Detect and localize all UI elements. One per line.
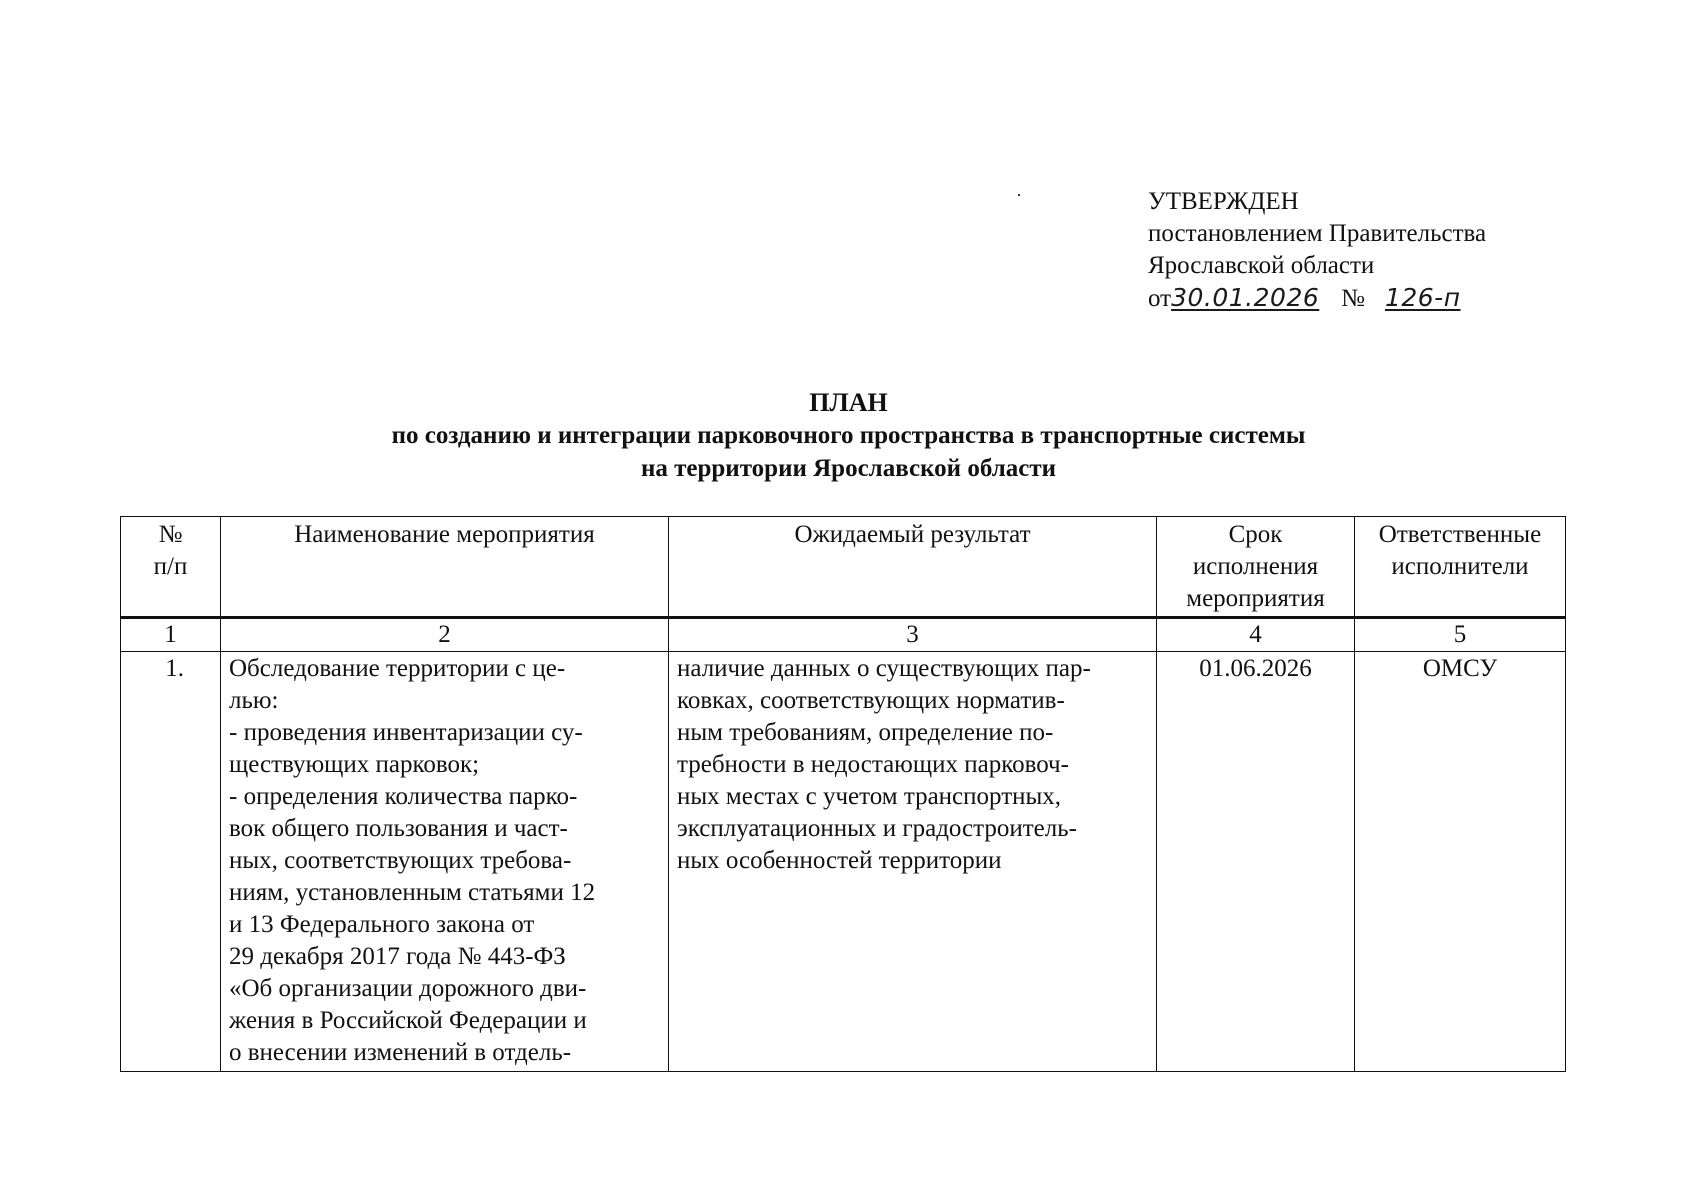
document-title (0, 386, 1697, 485)
column-number: 2 (221, 619, 669, 652)
row-responsible: ОМСУ (1355, 652, 1566, 1072)
title-subtitle-1: по созданию и интеграции парковочного пространства в транспортные системы (391, 422, 1306, 449)
approval-heading: УТВЕРЖДЕН (1148, 188, 1299, 215)
row-deadline: 01.06.2026 (1157, 652, 1355, 1072)
approval-date-line (1148, 282, 1568, 315)
scan-speck (1018, 194, 1020, 196)
header-number: № п/п (121, 517, 221, 618)
table-row (121, 652, 1566, 1072)
handwritten-number: 126-п (1384, 283, 1461, 312)
header-expected-result: Ожидаемый результат (669, 517, 1157, 618)
column-number: 4 (1157, 619, 1355, 652)
approval-line-1: постановлением Правительства (1148, 220, 1487, 247)
row-activity-name: Обследование территории с це- лью: - проведения инвентаризации су- ществующих парковок; - определения количества парко- вок общего пользования и част- ных, соответствующих требова- ниям, установленным статьями 12 и 13 Федерального закона от 29 декабря 2017 года № 443-ФЗ «Об организации дорожного дви- жения в Российской Федерации и о внесении изменений в отдель- (221, 652, 669, 1072)
column-number: 3 (669, 619, 1157, 652)
handwritten-date: 30.01.2026 (1171, 283, 1320, 312)
column-number-row (121, 619, 1566, 652)
approval-line-2: Ярославской области (1148, 252, 1375, 279)
number-prefix: № (1341, 285, 1365, 312)
column-number: 1 (121, 619, 221, 652)
row-number: 1. (121, 652, 221, 1072)
header-row (121, 517, 1566, 618)
column-number: 5 (1355, 619, 1566, 652)
plan-table (120, 516, 1566, 1072)
title-subtitle-2: на территории Ярославской области (640, 455, 1057, 482)
date-prefix: от (1148, 285, 1172, 312)
header-responsible: Ответственные исполнители (1355, 517, 1566, 618)
row-expected-result: наличие данных о существующих пар- ковках, соответствующих норматив- ным требованиям, определение по- требности в недостающих парковоч- ных местах с учетом транспортных, эксплуатационных и градостроитель- ных особенностей территории (669, 652, 1157, 1072)
header-deadline: Срок исполнения мероприятия (1157, 517, 1355, 618)
header-activity-name: Наименование мероприятия (221, 517, 669, 618)
title-plan: ПЛАН (809, 388, 888, 417)
approval-stamp (1148, 186, 1568, 315)
